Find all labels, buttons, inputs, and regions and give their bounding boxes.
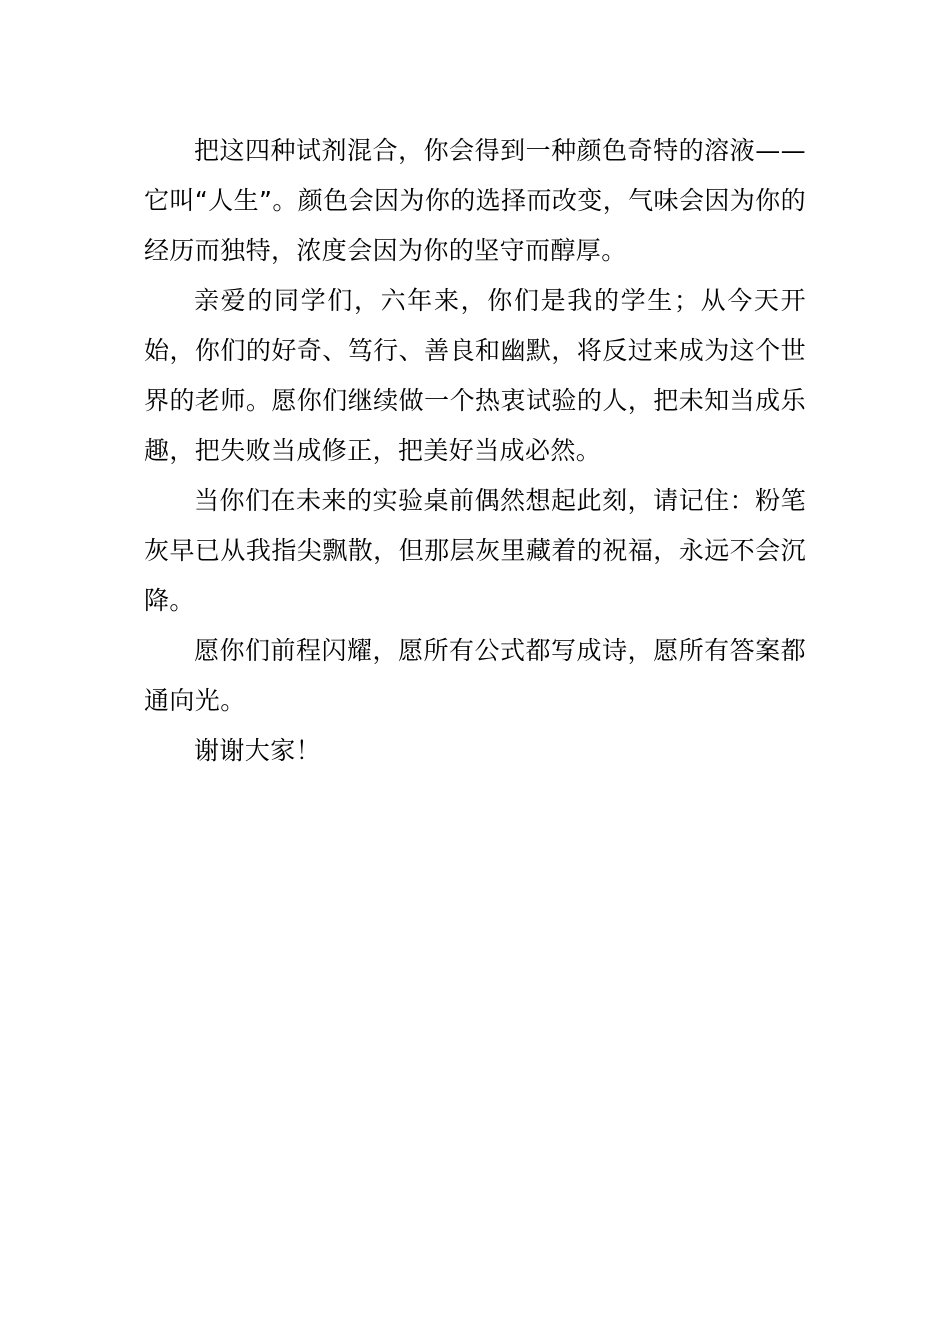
speech-body bbox=[144, 126, 806, 776]
paragraph-wishes: 愿你们前程闪耀，愿所有公式都写成诗，愿所有答案都通向光。 bbox=[144, 636, 806, 715]
paragraph-remember: 当你们在未来的实验桌前偶然想起此刻，请记住：粉笔灰早已从我指尖飘散，但那层灰里藏着的祝福，永远不会沉降。 bbox=[144, 486, 806, 615]
paragraph-thanks: 谢谢大家！ bbox=[194, 736, 322, 765]
paragraph-reagent-mixture: 把这四种试剂混合，你会得到一种颜色奇特的溶液——它叫“人生”。颜色会因为你的选择而改变，气味会因为你的经历而独特，浓度会因为你的坚守而醇厚。 bbox=[144, 136, 806, 265]
paragraph-dear-students: 亲爱的同学们，六年来，你们是我的学生；从今天开始，你们的好奇、笃行、善良和幽默，将反过来成为这个世界的老师。愿你们继续做一个热衷试验的人，把未知当成乐趣，把失败当成修正，把美好当成必然。 bbox=[144, 286, 806, 465]
